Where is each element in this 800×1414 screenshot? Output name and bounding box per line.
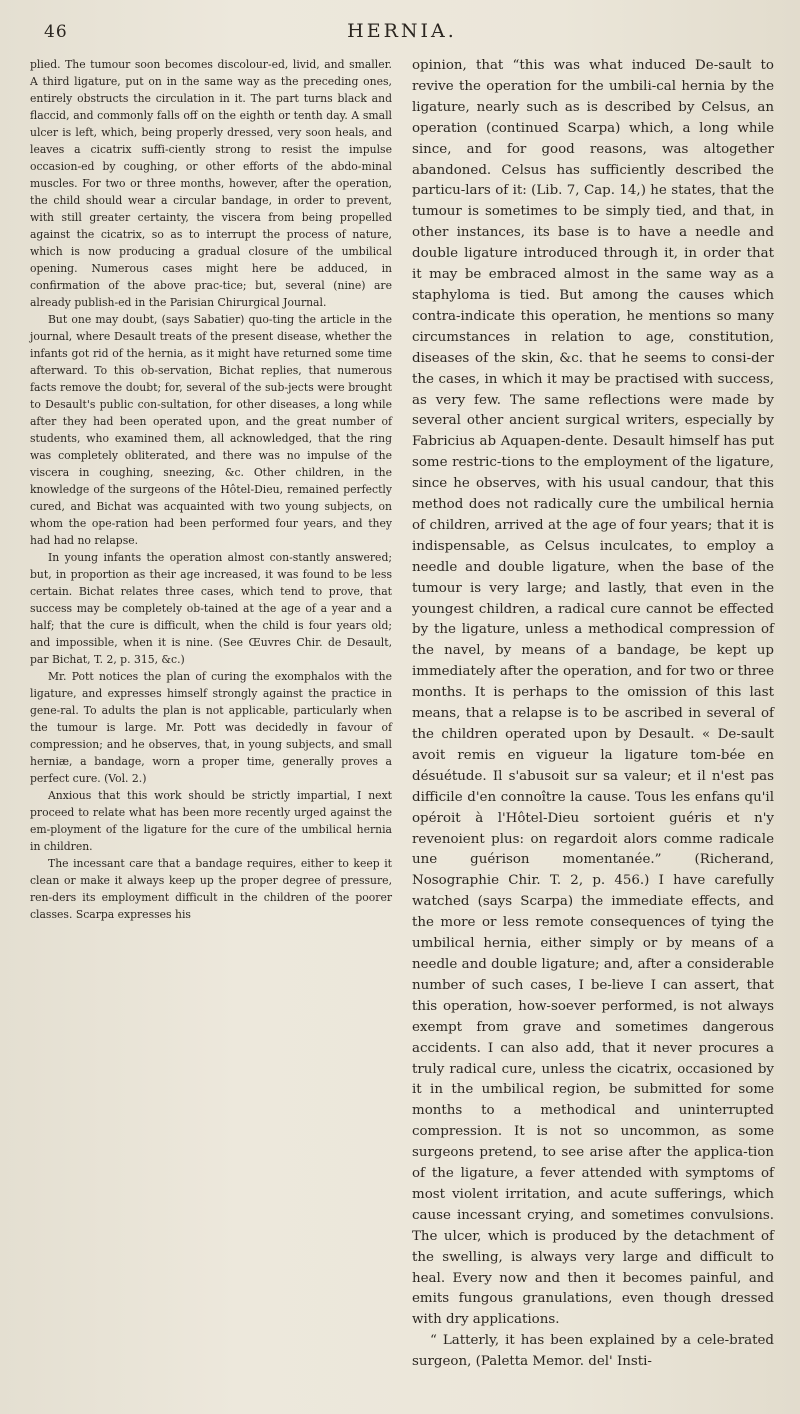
paragraph: But one may doubt, (says Sabatier) quo-ting the article in the journal, where Desault treats of the present disease, whether the infants got rid of the hernia, as it might have returned some time afterward. To this ob-servation, Bichat replies, that numerous facts remove the doubt; for, several of the sub-jects were brought to Desault's public con-sultation, for other diseases, a long while after they had been operated upon, and the great number of students, who examined them, all acknowledged, that the ring was completely obliterated, and there was no impulse of the viscera in coughing, sneezing, &c. Other children, in the knowledge of the surgeons of the Hôtel-Dieu, remained perfectly cured, and Bichat was acquainted with two young subjects, on whom the ope-ration had been performed four years, and they had had no relapse. [30, 313, 392, 547]
paragraph: opinion, that “this was what induced De-sault to revive the operation for the umbili-cal hernia by the ligature, nearly such as is described by Celsus, an operation (continued Scarpa) which, a long while since, and for good reasons, was altogether abandoned. Celsus has sufficiently described the particu-lars of it: (Lib. 7, Cap. 14,) he states, that the tumour is sometimes to be simply tied, and that, in other instances, its base is to have a needle and double ligature introduced through it, in order that it may be embraced almost in the same way as a staphyloma is tied. But among the causes which contra-indicate this operation, he mentions so many circumstances in relation to age, constitution, diseases of the skin, &c. that he seems to consi-der the cases, in which it may be practised with success, as very few. The same reflections were made by several other ancient surgical writers, especially by Fabricius ab Aquapen-dente. Desault himself has put some restric-tions to the employment of the ligature, since he observes, with his usual candour, that this method does not radically cure the umbilical hernia of children, arrived at the age of four years; that it is indispensable, as Celsus inculcates, to employ a needle and double ligature, when the base of the tumour is very large; and lastly, that even in the youngest children, a radical cure cannot be effected by the ligature, unless a methodical compression of the navel, by means of a bandage, be kept up immediately after the operation, and for two or three months. It is perhaps to the omission of this last means, that a relapse is to be ascribed in several of the children operated upon by Desault. « De-sault avoit remis en vigueur la ligature tom-bée en désuétude. Il s'abusoit sur sa valeur; et il n'est pas difficile d'en connoître la cause. Tous les enfans qu'il opéroit à l'Hôtel-Dieu sortoient guéris et n'y revenoient plus: on regardoit alors comme radicale une guérison momentanée.” (Richerand, Nosographie Chir. T. 2, p. 456.) I have carefully watched (says Scarpa) the immediate effects, and the more or less remote consequences of tying the umbilical hernia, either simply or by means of a needle and double ligature; and, after a considerable number of such cases, I be-lieve I can assert, that this operation, how-soever performed, is not always exempt from grave and sometimes dangerous accidents. I can also add, that it never procures a truly radical cure, unless the cicatrix, occasioned by it in the umbilical region, be submitted for some months to a methodical and uninterrupted compression. It is not so uncommon, as some surgeons pretend, to see arise after the applica-tion of the ligature, a fever attended with symptoms of most violent irritation, and acute sufferings, which cause incessant crying, and sometimes convulsions. The ulcer, which is produced by the detachment of the swelling, is always very large and difficult to heal. Every now and then it becomes painful, and emits fungous granulations, even though dressed with dry applications. [412, 58, 774, 1328]
paragraph: The incessant care that a bandage requires, either to keep it clean or make it always keep up the proper degree of pressure, ren-ders its employment difficult in the children of the poorer classes. Scarpa expresses his [30, 857, 392, 921]
paragraph: Anxious that this work should be strictly impartial, I next proceed to relate what has been more recently urged against the em-ployment of the ligature for the cure of the umbilical hernia in children. [30, 789, 392, 853]
paragraph: plied. The tumour soon becomes discolour-ed, livid, and smaller. A third ligature, put on in the same way as the preceding ones, entirely obstructs the circulation in it. The part turns black and flaccid, and commonly falls off on the eighth or tenth day. A small ulcer is left, which, being properly dressed, very soon heals, and leaves a cicatrix suffi-ciently strong to resist the impulse occasion-ed by coughing, or other efforts of the abdo-minal muscles. For two or three months, however, after the operation, the child should wear a circular bandage, in order to prevent, with still greater certainty, the viscera from being propelled against the cicatrix, so as to interrupt the process of nature, which is now producing a gradual closure of the umbilical opening. Numerous cases might here be adduced, in confirmation of the above prac-tice; but, several (nine) are already publish-ed in the Parisian Chirurgical Journal. [30, 58, 392, 309]
page-number: 46 [44, 22, 68, 42]
paragraph: “ Latterly, it has been explained by a cele-brated surgeon, (Paletta Memor. del' Insti- [412, 1333, 774, 1370]
page-header [30, 18, 774, 48]
running-head: HERNIA. [347, 20, 457, 42]
paragraph: Mr. Pott notices the plan of curing the exomphalos with the ligature, and expresses himself strongly against the practice in gene-ral. To adults the plan is not applicable, particularly when the tumour is large. Mr. Pott was decidedly in favour of compression; and he observes, that, in young subjects, and small herniæ, a bandage, worn a proper time, generally proves a perfect cure. (Vol. 2.) [30, 670, 392, 785]
paragraph: In young infants the operation almost con-stantly answered; but, in proportion as their age increased, it was found to be less certain. Bichat relates three cases, which tend to prove, that success may be completely ob-tained at the age of a year and a half; that the cure is difficult, when the child is four years old; and impossible, when it is nine. (See Œuvres Chir. de Desault, par Bichat, T. 2, p. 315, &c.) [30, 551, 392, 666]
text-columns [30, 56, 774, 1373]
left-column [30, 56, 392, 1373]
right-column [412, 56, 774, 1373]
